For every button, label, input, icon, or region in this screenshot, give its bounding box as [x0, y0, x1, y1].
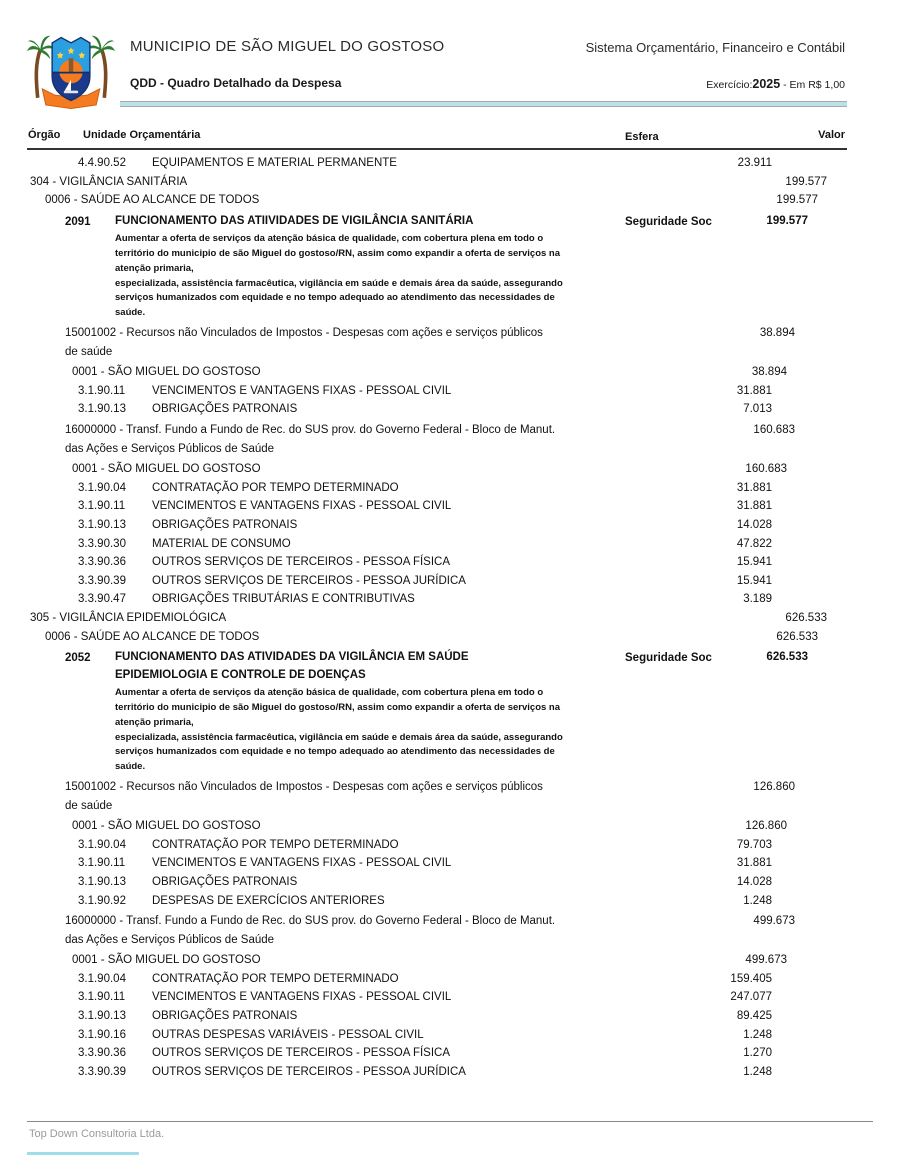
table-row-natureza: [0, 892, 900, 911]
row-value: 1.248: [743, 1065, 772, 1078]
row-label-line: OBRIGAÇÕES PATRONAIS: [152, 519, 298, 531]
row-label-line: EQUIPAMENTOS E MATERIAL PERMANENTE: [152, 157, 397, 169]
row-code: 2091: [65, 215, 91, 228]
table-row-natureza: [0, 572, 900, 591]
row-value: 14.028: [736, 519, 772, 531]
row-value: 14.028: [736, 875, 772, 888]
row-value: 38.894: [759, 327, 795, 340]
column-header-valor: Valor: [818, 129, 845, 141]
row-label-line: 304 - VIGILÂNCIA SANITÁRIA: [30, 175, 188, 188]
row-code: 3.1.90.92: [78, 894, 126, 907]
exercise-suffix: - Em R$ 1,00: [783, 79, 845, 91]
row-label-line: VENCIMENTOS E VANTAGENS FIXAS - PESSOAL CIVIL: [152, 384, 452, 397]
row-value: 89.425: [736, 1010, 772, 1023]
row-value: 31.881: [736, 481, 772, 494]
row-label: [152, 836, 592, 855]
row-label: [152, 1026, 592, 1045]
row-label: [152, 854, 592, 873]
row-value: 499.673: [745, 954, 787, 967]
row-label-line: OUTROS SERVIÇOS DE TERCEIROS - PESSOA FÍSICA: [152, 556, 451, 569]
row-code: 3.1.90.13: [78, 875, 126, 888]
row-value: 199.577: [776, 194, 818, 207]
row-label-line: FUNCIONAMENTO DAS ATIIVIDADES DE VIGILÂNCIA SANITÁRIA: [115, 214, 474, 227]
row-value: 126.860: [753, 780, 795, 793]
row-value: 3.189: [743, 593, 772, 606]
row-label: [152, 535, 592, 554]
table-row-natureza: [0, 988, 900, 1007]
row-label: [152, 154, 592, 173]
row-label-line: VENCIMENTOS E VANTAGENS FIXAS - PESSOAL CIVIL: [152, 500, 452, 513]
table-header-rule: [27, 148, 847, 150]
row-label-line: FUNCIONAMENTO DAS ATIVIDADES DA VIGILÂNCIA EM SAÚDE: [115, 651, 469, 664]
row-code: 3.1.90.13: [78, 1010, 126, 1023]
action-description-line: saúde.: [115, 307, 146, 319]
table-row-natureza: [0, 154, 900, 173]
row-value: 31.881: [736, 384, 772, 397]
row-label-line: das Ações e Serviços Públicos de Saúde: [65, 442, 275, 455]
row-code: 3.3.90.39: [78, 1065, 126, 1078]
row-label-line: OUTROS SERVIÇOS DE TERCEIROS - PESSOA FÍSICA: [152, 1047, 451, 1060]
row-code: 3.1.90.11: [78, 991, 126, 1004]
row-label: [152, 553, 592, 572]
row-value: 160.683: [745, 463, 787, 476]
row-label-line: OUTROS SERVIÇOS DE TERCEIROS - PESSOA JURÍDICA: [152, 1065, 466, 1078]
row-label: [65, 421, 620, 458]
row-value: 199.577: [766, 214, 808, 227]
row-label-line: VENCIMENTOS E VANTAGENS FIXAS - PESSOAL CIVIL: [152, 991, 452, 1004]
action-description-line: território do municipio de são Miguel do gostoso/RN, assim como expandir a oferta de serviços na: [115, 701, 561, 713]
row-value: 31.881: [736, 500, 772, 513]
row-code: 3.3.90.39: [78, 574, 126, 587]
column-header-unidade: Unidade Orçamentária: [83, 129, 201, 141]
row-label-line: 15001002 - Recursos não Vinculados de Impostos - Despesas com ações e serviços públicos: [65, 327, 543, 340]
row-esfera: Seguridade Soc: [625, 215, 712, 228]
table-row-orgao: [0, 173, 900, 192]
action-description-line: especializada, assistência farmacêutica, vigilância em saúde e demais área da saúde, assegurando: [115, 277, 563, 289]
row-label: [152, 1007, 592, 1026]
action-description: [115, 232, 635, 321]
row-value: 199.577: [785, 175, 827, 188]
row-label: [65, 912, 620, 949]
table-row-natureza: [0, 400, 900, 419]
palm-tree-left: [27, 36, 55, 98]
report-header: [0, 0, 900, 126]
row-label-line: OBRIGAÇÕES TRIBUTÁRIAS E CONTRIBUTIVAS: [152, 593, 415, 606]
row-label: [152, 516, 592, 535]
row-code: 3.1.90.04: [78, 481, 126, 494]
row-value: 38.894: [751, 366, 787, 379]
row-label-line: 16000000 - Transf. Fundo a Fundo de Rec. do SUS prov. do Governo Federal - Bloco de Manut.: [65, 915, 556, 928]
table-row-natureza: [0, 535, 900, 554]
table-row-natureza: [0, 553, 900, 572]
row-label: [152, 1063, 592, 1082]
row-label-line: OBRIGAÇÕES PATRONAIS: [152, 403, 298, 416]
row-value: 15.941: [736, 574, 772, 587]
row-label-line: OUTRAS DESPESAS VARIÁVEIS - PESSOAL CIVIL: [152, 1028, 424, 1041]
table-row-natureza: [0, 873, 900, 892]
row-label: [152, 382, 592, 401]
row-label: [115, 213, 585, 231]
row-label: [152, 400, 592, 419]
row-label-line: 15001002 - Recursos não Vinculados de Impostos - Despesas com ações e serviços públicos: [65, 780, 543, 793]
table-row-acao: [0, 212, 900, 321]
exercise-label: Exercício:: [706, 79, 753, 91]
row-value: 79.703: [736, 838, 772, 851]
row-code: 3.1.90.04: [78, 838, 126, 851]
row-label: [45, 191, 900, 210]
row-value: 626.533: [785, 611, 827, 624]
row-label-line: de saúde: [65, 799, 113, 812]
table-row-local: [0, 817, 900, 836]
row-label: [152, 873, 592, 892]
row-esfera: Seguridade Soc: [625, 652, 712, 665]
table-row-natureza: [0, 479, 900, 498]
footer-accent-bar: [27, 1152, 139, 1155]
action-description-line: saúde.: [115, 761, 146, 773]
exercise-year: 2025: [752, 77, 781, 91]
table-row-funcao: [0, 191, 900, 210]
row-label: [152, 590, 592, 609]
table-row-natureza: [0, 970, 900, 989]
row-label-line: 0001 - SÃO MIGUEL DO GOSTOSO: [72, 954, 261, 967]
table-row-natureza: [0, 1026, 900, 1045]
table-row-natureza: [0, 516, 900, 535]
row-code: 3.3.90.36: [78, 1047, 126, 1060]
row-label-line: VENCIMENTOS E VANTAGENS FIXAS - PESSOAL CIVIL: [152, 857, 452, 870]
row-label: [30, 609, 900, 628]
row-value: 1.248: [743, 1028, 772, 1041]
table-row-natureza: [0, 382, 900, 401]
table-row-fonte: [0, 421, 900, 458]
row-label-line: 16000000 - Transf. Fundo a Fundo de Rec. do SUS prov. do Governo Federal - Bloco de Manut.: [65, 424, 556, 437]
row-code: 4.4.90.52: [78, 157, 126, 169]
row-code: 3.3.90.36: [78, 556, 126, 569]
row-label: [152, 970, 592, 989]
table-column-headers: [0, 127, 900, 149]
row-value: 1.248: [743, 894, 772, 907]
row-code: 3.3.90.30: [78, 537, 126, 550]
row-label-line: 305 - VIGILÂNCIA EPIDEMIOLÓGICA: [30, 611, 227, 624]
row-label-line: das Ações e Serviços Públicos de Saúde: [65, 933, 275, 946]
row-label: [65, 778, 620, 815]
row-label-line: 0006 - SAÚDE AO ALCANCE DE TODOS: [45, 630, 260, 643]
row-label: [152, 497, 592, 516]
row-code: 3.3.90.47: [78, 593, 126, 606]
row-label: [152, 1044, 592, 1063]
table-row-natureza: [0, 854, 900, 873]
table-row-fonte: [0, 912, 900, 949]
footer-company: Top Down Consultoria Ltda.: [29, 1128, 165, 1140]
row-value: 247.077: [730, 991, 772, 1004]
action-description-line: atenção primaria,: [115, 716, 194, 728]
row-code: 2052: [65, 652, 91, 665]
row-value: 626.533: [776, 630, 818, 643]
row-value: 7.013: [743, 403, 772, 416]
row-label: [65, 324, 620, 361]
exercise-info: [706, 77, 845, 91]
row-label-line: 0001 - SÃO MIGUEL DO GOSTOSO: [72, 366, 261, 379]
row-value: 15.941: [736, 556, 772, 569]
row-value: 499.673: [753, 915, 795, 928]
table-row-fonte: [0, 324, 900, 361]
row-code: 3.1.90.13: [78, 519, 126, 531]
row-label: [45, 628, 900, 647]
action-description-line: atenção primaria,: [115, 262, 194, 274]
report-title: QDD - Quadro Detalhado da Despesa: [130, 76, 342, 90]
row-label-line: EPIDEMIOLOGIA E CONTROLE DE DOENÇAS: [115, 668, 366, 681]
action-description-line: serviços humanizados com equidade e no tempo adequado ao atendimento das necessidades de: [115, 746, 555, 758]
row-value: 159.405: [730, 972, 772, 985]
row-label: [152, 892, 592, 911]
palm-tree-right: [87, 36, 115, 98]
row-label-line: OBRIGAÇÕES PATRONAIS: [152, 875, 298, 888]
row-label-line: CONTRATAÇÃO POR TEMPO DETERMINADO: [152, 972, 399, 985]
table-body: [0, 151, 900, 1081]
action-description-line: especializada, assistência farmacêutica, vigilância em saúde e demais área da saúde, assegurando: [115, 731, 563, 743]
table-row-acao: [0, 648, 900, 775]
action-description-line: Aumentar a oferta de serviços da atenção básica de qualidade, com cobertura plena em todo o: [115, 233, 544, 245]
municipality-name: MUNICIPIO DE SÃO MIGUEL DO GOSTOSO: [130, 38, 445, 55]
row-label-line: 0001 - SÃO MIGUEL DO GOSTOSO: [72, 820, 261, 833]
row-label-line: CONTRATAÇÃO POR TEMPO DETERMINADO: [152, 838, 399, 851]
table-row-local: [0, 951, 900, 970]
action-description-line: serviços humanizados com equidade e no tempo adequado ao atendimento das necessidades de: [115, 292, 555, 304]
row-value: 31.881: [736, 857, 772, 870]
row-value: 160.683: [753, 424, 795, 437]
table-row-natureza: [0, 1007, 900, 1026]
row-code: 3.1.90.11: [78, 500, 126, 513]
table-row-natureza: [0, 1044, 900, 1063]
row-label-line: CONTRATAÇÃO POR TEMPO DETERMINADO: [152, 481, 399, 494]
table-row-funcao: [0, 628, 900, 647]
row-label: [30, 173, 900, 192]
table-row-natureza: [0, 1063, 900, 1082]
column-header-orgao: Órgão: [28, 129, 61, 141]
row-code: 3.1.90.11: [78, 857, 126, 870]
row-label-line: 0001 - SÃO MIGUEL DO GOSTOSO: [72, 463, 261, 476]
row-label: [152, 988, 592, 1007]
table-row-natureza: [0, 590, 900, 609]
row-value: 23.911: [737, 157, 772, 169]
row-code: 3.1.90.04: [78, 972, 126, 985]
row-label-line: DESPESAS DE EXERCÍCIOS ANTERIORES: [152, 894, 385, 907]
row-label-line: MATERIAL DE CONSUMO: [152, 537, 291, 550]
action-description: [115, 686, 635, 775]
row-label-line: 0006 - SAÚDE AO ALCANCE DE TODOS: [45, 194, 260, 207]
column-header-esfera: Esfera: [625, 131, 659, 143]
row-label-line: OUTROS SERVIÇOS DE TERCEIROS - PESSOA JURÍDICA: [152, 574, 466, 587]
table-row-orgao: [0, 609, 900, 628]
row-value: 47.822: [736, 537, 772, 550]
municipality-coat-of-arms-logo: [26, 24, 116, 114]
row-code: 3.1.90.11: [78, 384, 126, 397]
footer-rule: [27, 1121, 873, 1122]
row-label-line: OBRIGAÇÕES PATRONAIS: [152, 1010, 298, 1023]
table-row-natureza: [0, 836, 900, 855]
row-value: 126.860: [745, 820, 787, 833]
action-description-line: território do municipio de são Miguel do gostoso/RN, assim como expandir a oferta de serviços na: [115, 248, 561, 260]
table-row-local: [0, 460, 900, 479]
system-name: Sistema Orçamentário, Financeiro e Contábil: [585, 40, 845, 55]
table-row-natureza: [0, 497, 900, 516]
table-row-fonte: [0, 778, 900, 815]
row-code: 3.1.90.16: [78, 1028, 126, 1041]
row-label: [152, 479, 592, 498]
action-description-line: Aumentar a oferta de serviços da atenção básica de qualidade, com cobertura plena em todo o: [115, 687, 544, 699]
row-label: [152, 572, 592, 591]
row-value: 1.270: [743, 1047, 772, 1060]
row-code: 3.1.90.13: [78, 403, 126, 416]
row-label-line: de saúde: [65, 345, 113, 358]
header-divider: [120, 101, 847, 107]
row-label: [115, 649, 585, 684]
table-row-local: [0, 363, 900, 382]
row-value: 626.533: [766, 651, 808, 664]
